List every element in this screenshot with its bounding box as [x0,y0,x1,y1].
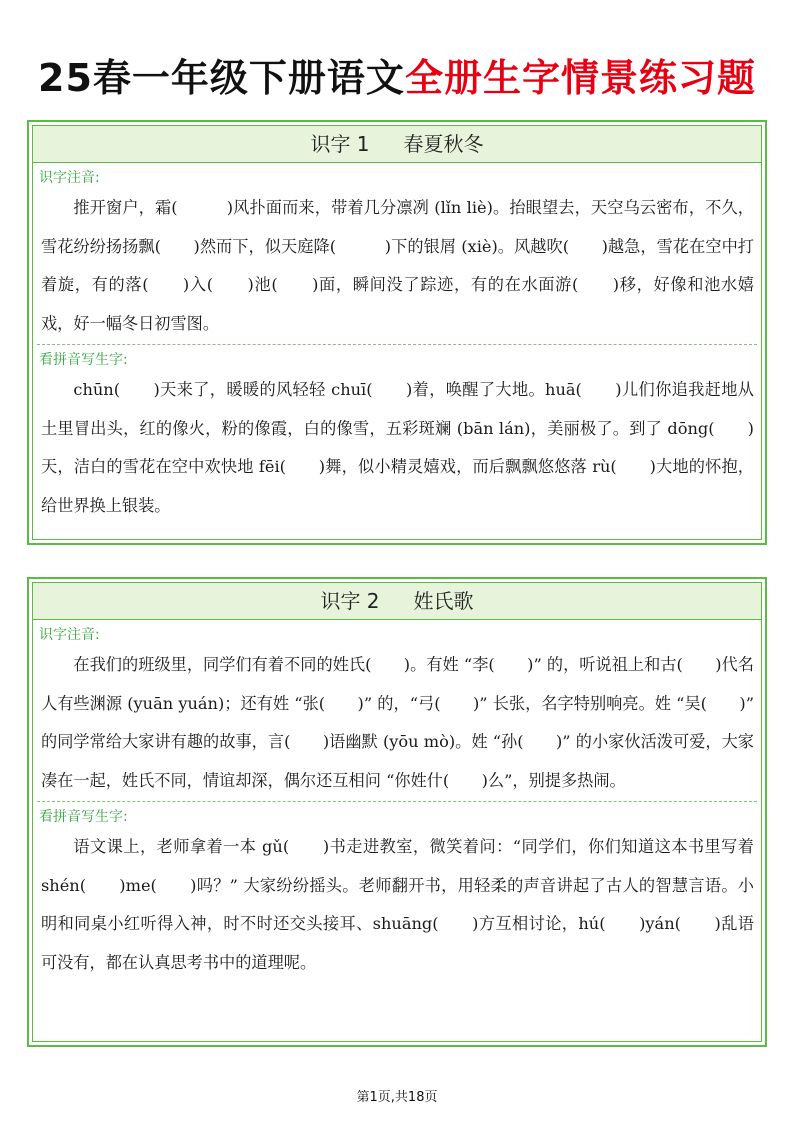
zhuyin-exercise-text: 在我们的班级里，同学们有着不同的姓氏( )。有姓 “李( )” 的，听说祖上和古( )代名人有些渊源 (yuān yuán)；还有姓 “张( )” 的，“弓( )” 长张，名字特别响亮。姓 “吴( )” 的同学常给大家讲有趣的故事，言( )语幽默 (yōu mò)。姓 “孙( )” 的小家伙活泼可爱，大家凑在一起，姓氏不同，情谊却深，偶尔还互相问 “你姓什( )么”，别提多热闹。 [41,655,760,790]
pinyin-exercise-text: chūn( )天来了，暖暖的风轻轻 chuī( )着，唤醒了大地。huā( )儿们你追我赶地从土里冒出头，红的像火，粉的像霞，白的像雪，五彩斑斓 (bān lán)，美丽极了。到了 dōng( )天，洁白的雪花在空中欢快地 fēi( )舞，似小精灵嬉戏，而后飘飘悠悠落 rù( )大地的怀抱，给世界换上银装。 [41,380,754,515]
lesson-name: 姓氏歌 [413,589,474,613]
lesson-header-2 [33,583,761,620]
pinyin-exercise-text: 语文课上，老师拿着一本 gǔ( )书走进教室，微笑着问：“同学们，你们知道这本书里写着 shén( )me( )吗？” 大家纷纷摇头。老师翻开书，用轻柔的声音讲起了古人的智慧言语。小明和同桌小红听得入神，时不时还交头接耳、shuāng( )方互相讨论，hú( )yán( )乱语可没有，都在认真思考书中的道理呢。 [41,837,760,972]
lesson-header-1 [33,126,761,163]
page-number: 第1页,共18页 [356,1090,438,1105]
pinyin-label: 看拼音写生字: [39,352,128,368]
title-highlight-text: 全册生字情景练习题 [404,56,756,100]
lesson-number: 识字 2 [320,589,380,613]
section-divider [37,801,757,802]
page-title [0,52,794,104]
pinyin-label: 看拼音写生字: [39,809,128,825]
zhuyin-label: 识字注音: [39,170,100,186]
title-grade-text: 25春一年级下册语文 [38,56,405,100]
lesson-name: 春夏秋冬 [403,132,484,156]
zhuyin-exercise-text: 推开窗户，霜( )风扑面而来，带着几分凛冽 (lǐn liè)。抬眼望去，天空乌云密布，不久，雪花纷纷扬扬飘( )然而下，似天庭降( )下的银屑 (xiè)。风越吹( )越急，雪花在空中打着旋，有的落( )入( )池( )面，瞬间没了踪迹，有的在水面游( )移，好像和池水嬉戏，好一幅冬日初雪图。 [41,198,754,333]
zhuyin-label: 识字注音: [39,627,100,643]
lesson-section-2 [27,577,767,1047]
lesson-number: 识字 1 [310,132,370,156]
section-divider [37,344,757,345]
lesson-section-1 [27,120,767,545]
